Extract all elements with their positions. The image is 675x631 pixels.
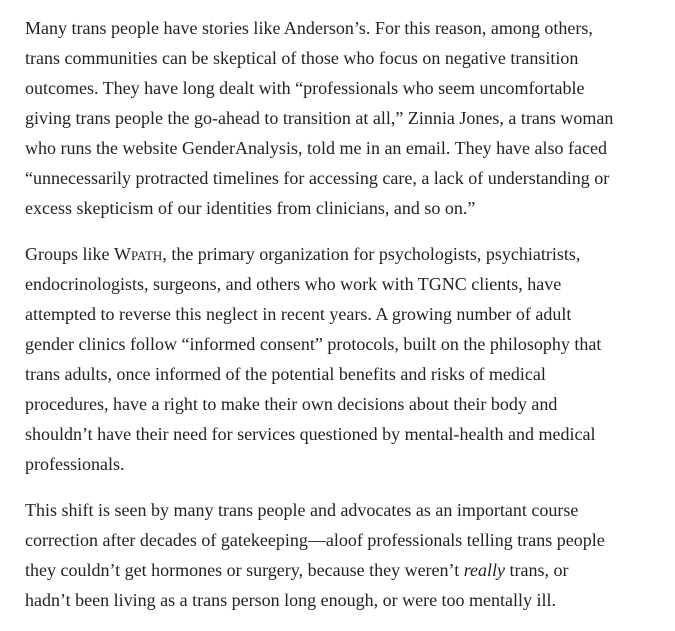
text-line: trans communities can be skeptical of those who focus on negative transition: [25, 48, 579, 68]
text-line: attempted to reverse this neglect in recent years. A growing number of adult: [25, 304, 572, 324]
paragraph-3: [25, 495, 657, 615]
text-line: This shift is seen by many trans people and advocates as an important course: [25, 500, 579, 520]
paragraph-2: [25, 239, 657, 479]
text-line: gender clinics follow “informed consent” protocols, built on the philosophy that: [25, 334, 602, 354]
text-line: [25, 239, 657, 269]
text-line: trans adults, once informed of the potential benefits and risks of medical: [25, 364, 546, 384]
text-line: excess skepticism of our identities from clinicians, and so on.”: [25, 198, 476, 218]
text-segment: Groups like: [25, 244, 114, 264]
text-line: who runs the website GenderAnalysis, told me in an email. They have also faced: [25, 138, 608, 158]
paragraph-1: [25, 13, 657, 223]
text-line: endocrinologists, surgeons, and others who work with TGNC clients, have: [25, 274, 562, 294]
text-line: correction after decades of gatekeeping—aloof professionals telling trans people: [25, 530, 605, 550]
text-line: [25, 555, 657, 585]
text-line: professionals.: [25, 454, 125, 474]
text-segment: , the primary organization for psychologists, psychiatrists,: [162, 244, 581, 264]
text-line: procedures, have a right to make their own decisions about their body and: [25, 394, 558, 414]
text-line: outcomes. They have long dealt with “professionals who seem uncomfortable: [25, 78, 585, 98]
text-line: Many trans people have stories like Anderson’s. For this reason, among others,: [25, 18, 593, 38]
text-line: “unnecessarily protracted timelines for accessing care, a lack of understanding or: [25, 168, 610, 188]
text-line: hadn’t been living as a trans person long enough, or were too mentally ill.: [25, 590, 557, 610]
text-segment: trans, or: [505, 560, 569, 580]
text-line: giving trans people the go-ahead to transition at all,” Zinnia Jones, a trans woman: [25, 108, 614, 128]
organization-acronym: Wpath: [114, 244, 163, 264]
emphasized-word: really: [463, 560, 506, 580]
text-segment: they couldn’t get hormones or surgery, because they weren’t: [25, 560, 464, 580]
text-line: shouldn’t have their need for services questioned by mental-health and medical: [25, 424, 596, 444]
article-body: [25, 13, 657, 631]
